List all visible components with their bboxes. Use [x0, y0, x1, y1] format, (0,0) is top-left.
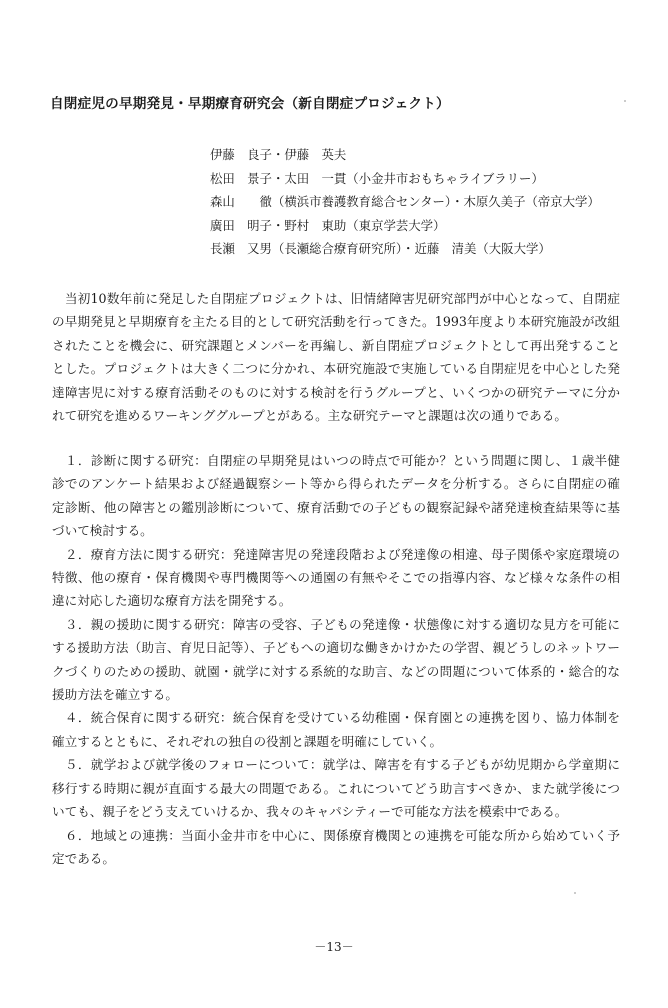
- intro-paragraph: [52, 287, 620, 427]
- scan-speck: [574, 892, 576, 894]
- text-line: れて研究を進めるワーキンググループとがある。主な研究テーマと課題は次の通りである。: [52, 408, 567, 424]
- text-line: する援助方法（助言、育児日記等）、子どもへの適切な働きかけかたの学習、親どうしのネットワー: [52, 640, 620, 656]
- text-line: １．診断に関する研究：自閉症の早期発見はいつの時点で可能か？という問題に関し、１歳半健: [52, 453, 620, 468]
- document-title: 自閉症児の早期発見・早期療育研究会（新自閉症プロジェクト）: [50, 96, 450, 112]
- theme-item-therapy-methods: [52, 543, 620, 613]
- text-line: 定である。: [52, 850, 115, 866]
- text-line: ３．親の援助に関する研究：障害の受容、子どもの発達像・状態像に対する適切な見方を可能に: [52, 616, 620, 632]
- research-theme-list: [52, 449, 620, 870]
- author-list: [210, 143, 600, 261]
- text-line: 移行する時期に親が直面する最大の問題である。これについてどう助言すべきか、また就学後につ: [52, 780, 620, 796]
- text-line: 当初10数年前に発足した自閉症プロジェクトは、旧情緒障害児研究部門が中心となって、自閉症: [52, 291, 620, 306]
- page-number: －13－: [314, 940, 354, 954]
- author-line: 松田 景子・太田 一貫（小金井市おもちゃライブラリー）: [210, 170, 544, 186]
- scan-speck: [624, 100, 626, 102]
- theme-item-parent-support: [52, 613, 620, 707]
- theme-item-school-followup: [52, 753, 620, 823]
- text-line: ２．療育方法に関する研究：発達障害児の発達段階および発達像の相違、母子関係や家庭環境の: [52, 546, 620, 562]
- text-line: ４．統合保育に関する研究：統合保育を受けている幼稚園・保育園との連携を図り、協力体制を: [52, 710, 620, 726]
- theme-item-integrated-care: [52, 706, 620, 753]
- text-line: ６．地域との連携：当面小金井市を中心に、関係療育機関との連携を可能な所から始めていく予: [52, 827, 620, 843]
- theme-item-community: [52, 824, 620, 871]
- text-line: 達障害児に対する療育活動そのものに対する検討を行うグループと、いくつかの研究テーマに分か: [52, 384, 620, 400]
- text-line: 違に対応した適切な療育方法を開発する。: [52, 593, 292, 609]
- text-line: の早期発見と早期療育を主たる目的として研究活動を行ってきた。1993年度より本研究施設が改組: [52, 314, 620, 330]
- text-line: されたことを機会に、研究課題とメンバーを再編し、新自閉症プロジェクトとして再出発すること: [52, 337, 620, 353]
- text-line: とした。プロジェクトは大きく二つに分かれ、本研究施設で実施している自閉症児を中心とした発: [52, 361, 620, 377]
- text-line: づいて検討する。: [52, 523, 153, 539]
- text-line: 診でのアンケート結果および経過観察シート等から得られたデータを分析する。さらに自閉症の確: [52, 476, 620, 492]
- text-line: いても、親子をどう支えていけるか、我々のキャパシティーで可能な方法を模索中である。: [52, 804, 568, 820]
- text-line: クづくりのための援助、就園・就学に対する系統的な助言、などの問題について体系的・総合的な: [52, 663, 620, 679]
- author-line: 廣田 明子・野村 東助（東京学芸大学）: [210, 217, 446, 233]
- theme-item-diagnosis: [52, 449, 620, 543]
- author-line: 長瀬 又男（長瀬総合療育研究所）・近藤 清美（大阪大学）: [210, 241, 551, 257]
- author-line: 森山 徹（横浜市養護教育総合センター）・木原久美子（帝京大学）: [210, 194, 600, 210]
- text-line: 援助方法を確立する。: [52, 687, 178, 703]
- author-line: 伊藤 良子・伊藤 英夫: [210, 147, 347, 162]
- text-line: 特徴、他の療育・保育機関や専門機関等への通園の有無やそこでの指導内容、など様々な条件の相: [52, 570, 620, 586]
- text-line: 定診断、他の障害との鑑別診断について、療育活動での子どもの観察記録や諸発達検査結果等に基: [52, 499, 620, 515]
- text-line: 確立するとともに、それぞれの独自の役割と課題を明確にしていく。: [52, 733, 443, 749]
- text-line: ５．就学および就学後のフォローについて：就学は、障害を有する子どもが幼児期から学童期に: [52, 757, 620, 773]
